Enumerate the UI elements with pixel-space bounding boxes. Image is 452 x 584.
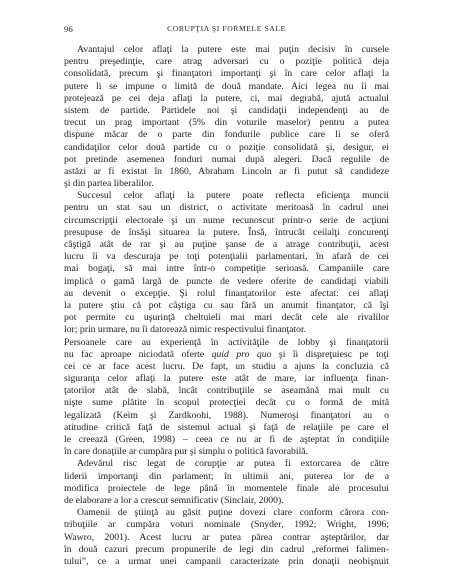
- italic-phrase: quid pro quo: [211, 348, 272, 360]
- text-line: Avantajul celor aflaţi la putere este mai puţin decisiv în cursele: [77, 44, 389, 55]
- running-head: CORUPŢIA ŞI FORMELE SALE: [167, 24, 286, 33]
- page-number: 96: [64, 24, 73, 34]
- text-line: astăzi ar fi existat în 1860, Abraham Lincoln ar fi putut să candideze: [64, 165, 389, 177]
- text-line: Oamenii de ştiinţă au găsit puţine dovezi clare conform cărora con-: [77, 507, 389, 519]
- text-line: în două cazuri precum propunerile de legi din cadrul „reformei falimen-: [64, 543, 389, 555]
- text-line: Wawro, 2001). Acest lucru ar putea părea contrar aşteptărilor, dar: [64, 531, 389, 543]
- text-line: lor; prin urmare, nu îi datorează nimic respectivului finanţator.: [64, 324, 307, 336]
- text-line: implică o gamă largă de puncte de vedere oferite de candidaţi viabili: [64, 275, 389, 287]
- text-line: putere li se impune o limită de două mandate. Aici legea nu îi mai: [64, 80, 389, 92]
- text-line: sistem de partide. Partidele noi şi candidaţii independenţi au de: [64, 104, 389, 116]
- text-line: cei ce ar face acest lucru. De fapt, un studiu a ajuns la concluzia că: [64, 360, 389, 372]
- text-line: modifica proiectele de lege până în momentele finale ale procesului: [64, 482, 389, 494]
- text-line: în care donaţiile ar cumpăra pur şi simplu o politică favorabilă.: [64, 446, 308, 458]
- text-line: consolidată, precum şi finanţatori importanţi şi în care celor aflaţi la: [64, 68, 389, 80]
- text-line: pentru preşedinţie, care atrag adversari cu o poziţie politică deja: [64, 56, 389, 68]
- text-line: pot permite cu uşurinţă cheltuieli mai mari decât cele ale rivalilor: [64, 312, 389, 324]
- text-line: legalizată (Keim şi Zardkoohi, 1988). Numeroşi finanţatori au o: [64, 409, 389, 421]
- text-line: le creează (Green, 1998) – ceea ce nu ar fi de aşteptat în condiţiile: [64, 434, 389, 445]
- text-line: de elaborare a lor a crescut semnificativ (Sinclair, 2000).: [64, 494, 284, 506]
- text-line: tribuţiile ar cumpăra voturi nominale (Snyder, 1992; Wright, 1996;: [64, 519, 389, 531]
- text-line: dispune măcar de o parte din fondurile publice care li se oferă: [64, 129, 389, 141]
- text-line: la putere ştiu că pot câştiga cu sau fără un anumit finanţator, că îşi: [64, 299, 389, 311]
- page-header: [64, 24, 389, 38]
- text-line: Adevărul risc legat de corupţie ar putea fi extorcarea de către: [77, 458, 389, 470]
- text-line: protejează pe cei deja aflaţi la putere, ci, mai degrabă, ajută actualul: [64, 92, 389, 104]
- text-line: Persoanele care au experienţă în activităţile de lobby şi finanţatorii: [64, 336, 389, 348]
- text-line: presupuse de însăşi situarea la putere. Însă, întrucât ceilalţi concurenţi: [64, 226, 389, 238]
- text-line: liderii importanţi din parlament; în ultimii ani, puterea lor de a: [64, 470, 389, 482]
- text-line: Succesul celor aflaţi la putere poate reflecta eficienţa muncii: [77, 190, 389, 202]
- text-line: tului”, ce a urmat unei campanii caracterizate prin donaţii neobişnuit: [64, 555, 389, 567]
- text-line: câştigă atât de rar şi au puţine şanse de a atrage contribuţii, acest: [64, 239, 389, 250]
- text-line: şi din partea liberalilor.: [64, 178, 154, 190]
- text-line: nişte sume plătite în scopul protecţiei decât cu o formă de mită: [64, 397, 389, 409]
- text-line: pot pretinde asemenea fonduri numai după alegeri. Dacă regulile de: [64, 153, 389, 165]
- text-line: atitudine critică faţă de sistemul actual şi faţă de relaţiile pe care el: [64, 421, 389, 433]
- text-line: circumscripţii electorale şi un nume recunoscut printr-o serie de acţiuni: [64, 214, 389, 226]
- text-line: mai bogaţi, să mai intre într-o competiţie serioasă. Campaniile care: [64, 263, 389, 275]
- text-line: nu fac aproape niciodată oferte quid pro quo şi îi dispreţuiesc pe toţi: [64, 348, 389, 360]
- text-line: pentru un stat sau un district, o activitate meritoasă în cadrul unei: [64, 202, 389, 214]
- text-line: candidaţilor celor două partide cu o poziţie consolidată şi, desigur, ei: [64, 141, 389, 153]
- text-line: lucru îi va descuraja pe toţi potenţialii parlamentari, în afară de cei: [64, 251, 389, 263]
- text-line: siguranţa celor aflaţi la putere este atât de mare, iar influenţa finan-: [64, 373, 389, 385]
- text-line: au devenit o excepţie. Şi rolul finanţatorilor este afectat: cei aflaţi: [64, 287, 389, 299]
- body-text: [64, 44, 389, 568]
- text-line: ţatorilor atât de slabă, încât contribuţiile se aseamănă mai mult cu: [64, 385, 389, 397]
- text-line: trecut un prag important (5% din voturile maselor) pentru a putea: [64, 117, 389, 129]
